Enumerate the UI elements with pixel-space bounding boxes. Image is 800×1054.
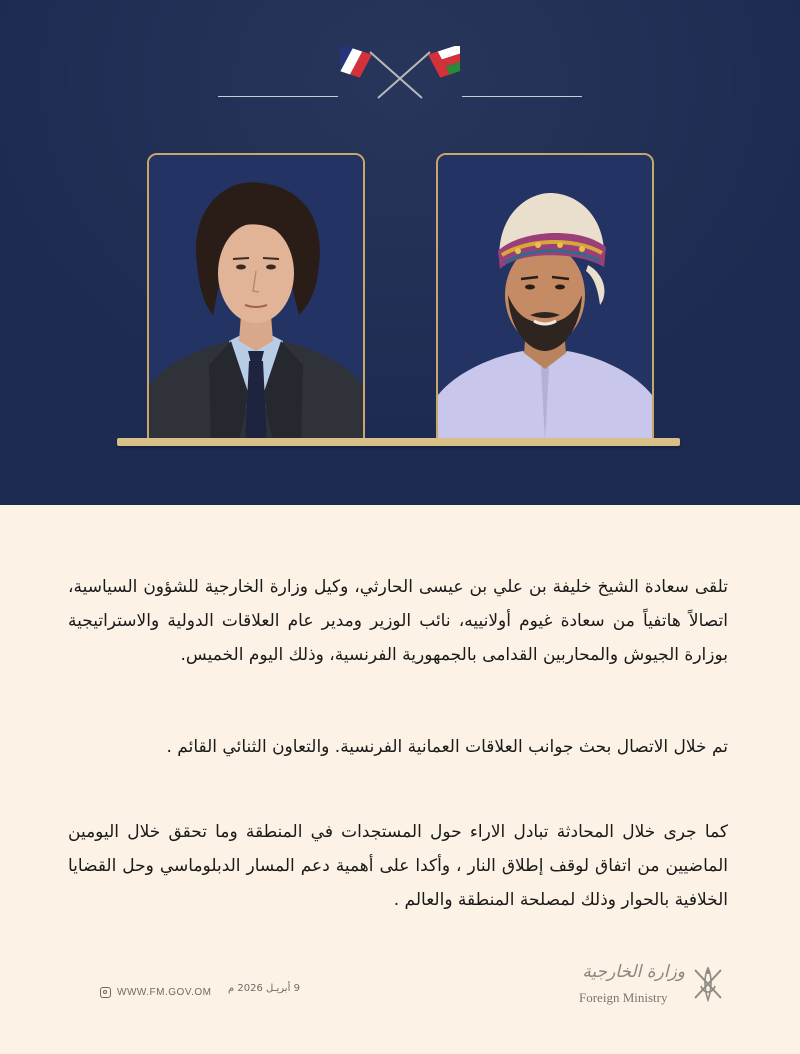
divider-left [218,96,338,97]
logo-english-text: Foreign Ministry [579,990,668,1005]
footer-date: 9 أبريـل 2026 م [228,983,300,994]
portrait-omani-official [438,155,652,442]
footer-website[interactable] [100,983,211,1001]
header-panel [0,0,800,505]
website-text: WWW.FM.GOV.OM [117,986,212,998]
body-paragraph-2: تم خلال الاتصال بحث جوانب العلاقات العمانية الفرنسية. والتعاون الثنائي القائم . [166,737,728,757]
instagram-icon [100,987,111,998]
portrait-french-official [149,155,363,442]
crossed-flags-icon [340,46,460,106]
body-paragraph-3: كما جرى خلال المحادثة تبادل الاراء حول المستجدات في المنطقة وما تحقق خلال اليومين الماضيين من اتفاق لوقف إطلاق النار ، وأكدا على أهمية دعم المسار الدبلوماسي وحل القضايا الخلافية بالحوار وذلك لمصلحة المنطقة والعالم . [68,822,728,910]
portrait-shelf [117,438,680,446]
portrait-frame-right [436,153,654,444]
france-flag-icon [340,46,372,82]
divider-right [462,96,582,97]
foreign-ministry-logo [575,962,727,1008]
logo-arabic-text: وزارة الخارجية [582,962,685,982]
portrait-frame-left [147,153,365,444]
body-paragraph-1: تلقى سعادة الشيخ خليفة بن علي بن عيسى الحارثي، وكيل وزارة الخارجية للشؤون السياسية، اتصالاً هاتفياً من سعادة غيوم أولانييه، نائب الوزير ومدير عام العلاقات الدولية والاستراتيجية بوزارة الجيوش والمحاربين القدامى بالجمهورية الفرنسية، وذلك اليوم الخميس. [68,577,728,665]
oman-emblem-icon [689,964,727,1004]
oman-flag-icon [428,46,460,83]
